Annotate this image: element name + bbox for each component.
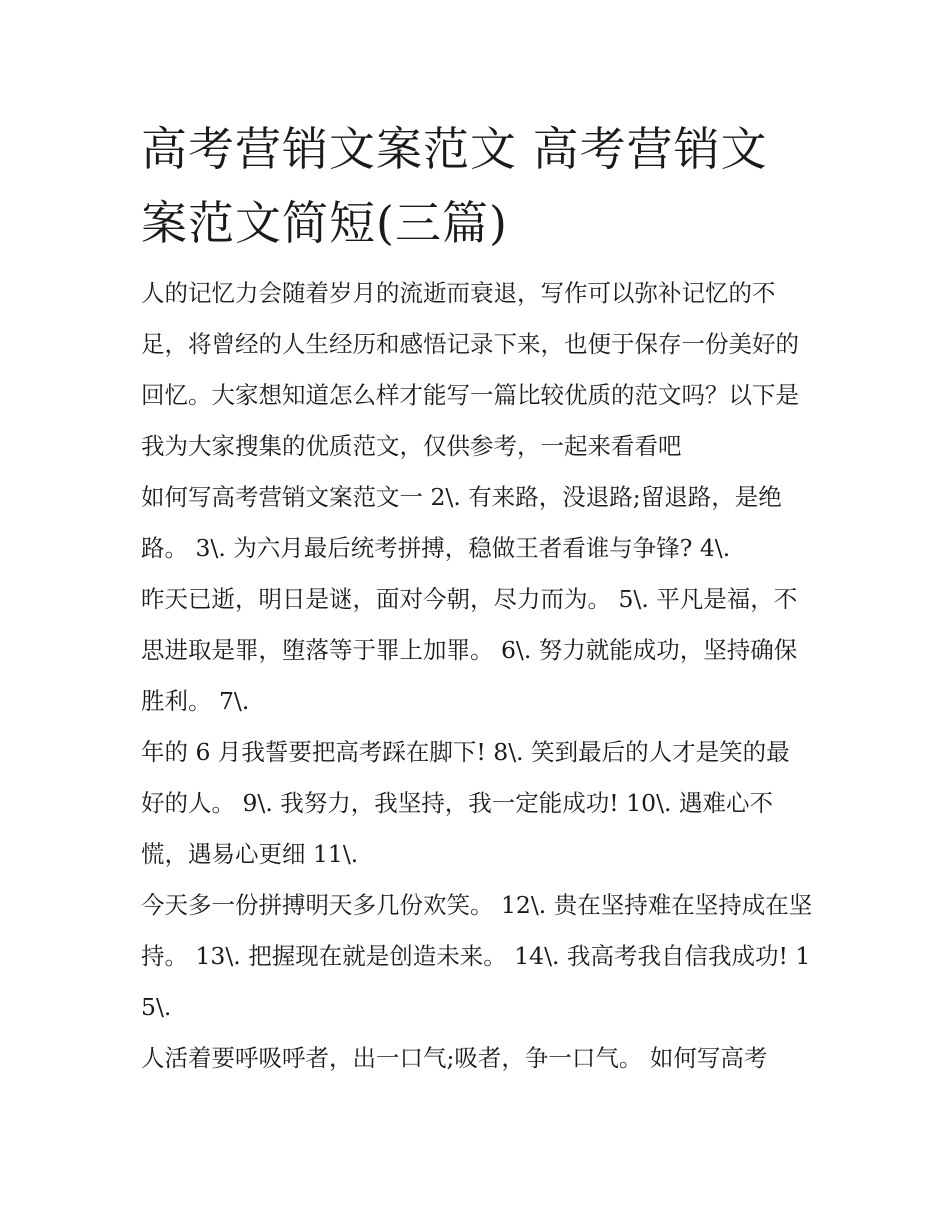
document-page (141, 112, 813, 1084)
paragraph-3: 年的 6 月我誓要把高考踩在脚下! 8\. 笑到最后的人才是笑的最好的人。 9\. 我努力，我坚持，我一定能成功! 10\. 遇难心不慌，遇易心更细 11\. (141, 738, 790, 868)
paragraph-1: 如何写高考营销文案范文一 2\. 有来路，没退路;留退路，是绝路。 3\. 为六月最后统考拼搏，稳做王者看谁与争锋? 4\. (141, 483, 782, 562)
paragraph-intro: 人的记忆力会随着岁月的流逝而衰退，写作可以弥补记忆的不足，将曾经的人生经历和感悟记录下来，也便于保存一份美好的回忆。大家想知道怎么样才能写一篇比较优质的范文吗？以下是我为大家搜集的优质范文，仅供参考，一起来看看吧 (141, 279, 799, 460)
paragraph-4: 今天多一份拼搏明天多几份欢笑。 12\. 贵在坚持难在坚持成在坚持。 13\. 把握现在就是创造未来。 14\. 我高考我自信我成功! 15\. (141, 891, 813, 1021)
paragraph-2: 昨天已逝，明日是谜，面对今朝，尽力而为。 5\. 平凡是福，不思进取是罪，堕落等于罪上加罪。 6\. 努力就能成功，坚持确保胜利。 7\. (141, 585, 798, 715)
document-title: 高考营销文案范文 高考营销文案范文简短(三篇) (141, 122, 768, 250)
paragraph-5: 人活着要呼吸呼者，出一口气;吸者，争一口气。 如何写高考 (141, 1044, 768, 1072)
